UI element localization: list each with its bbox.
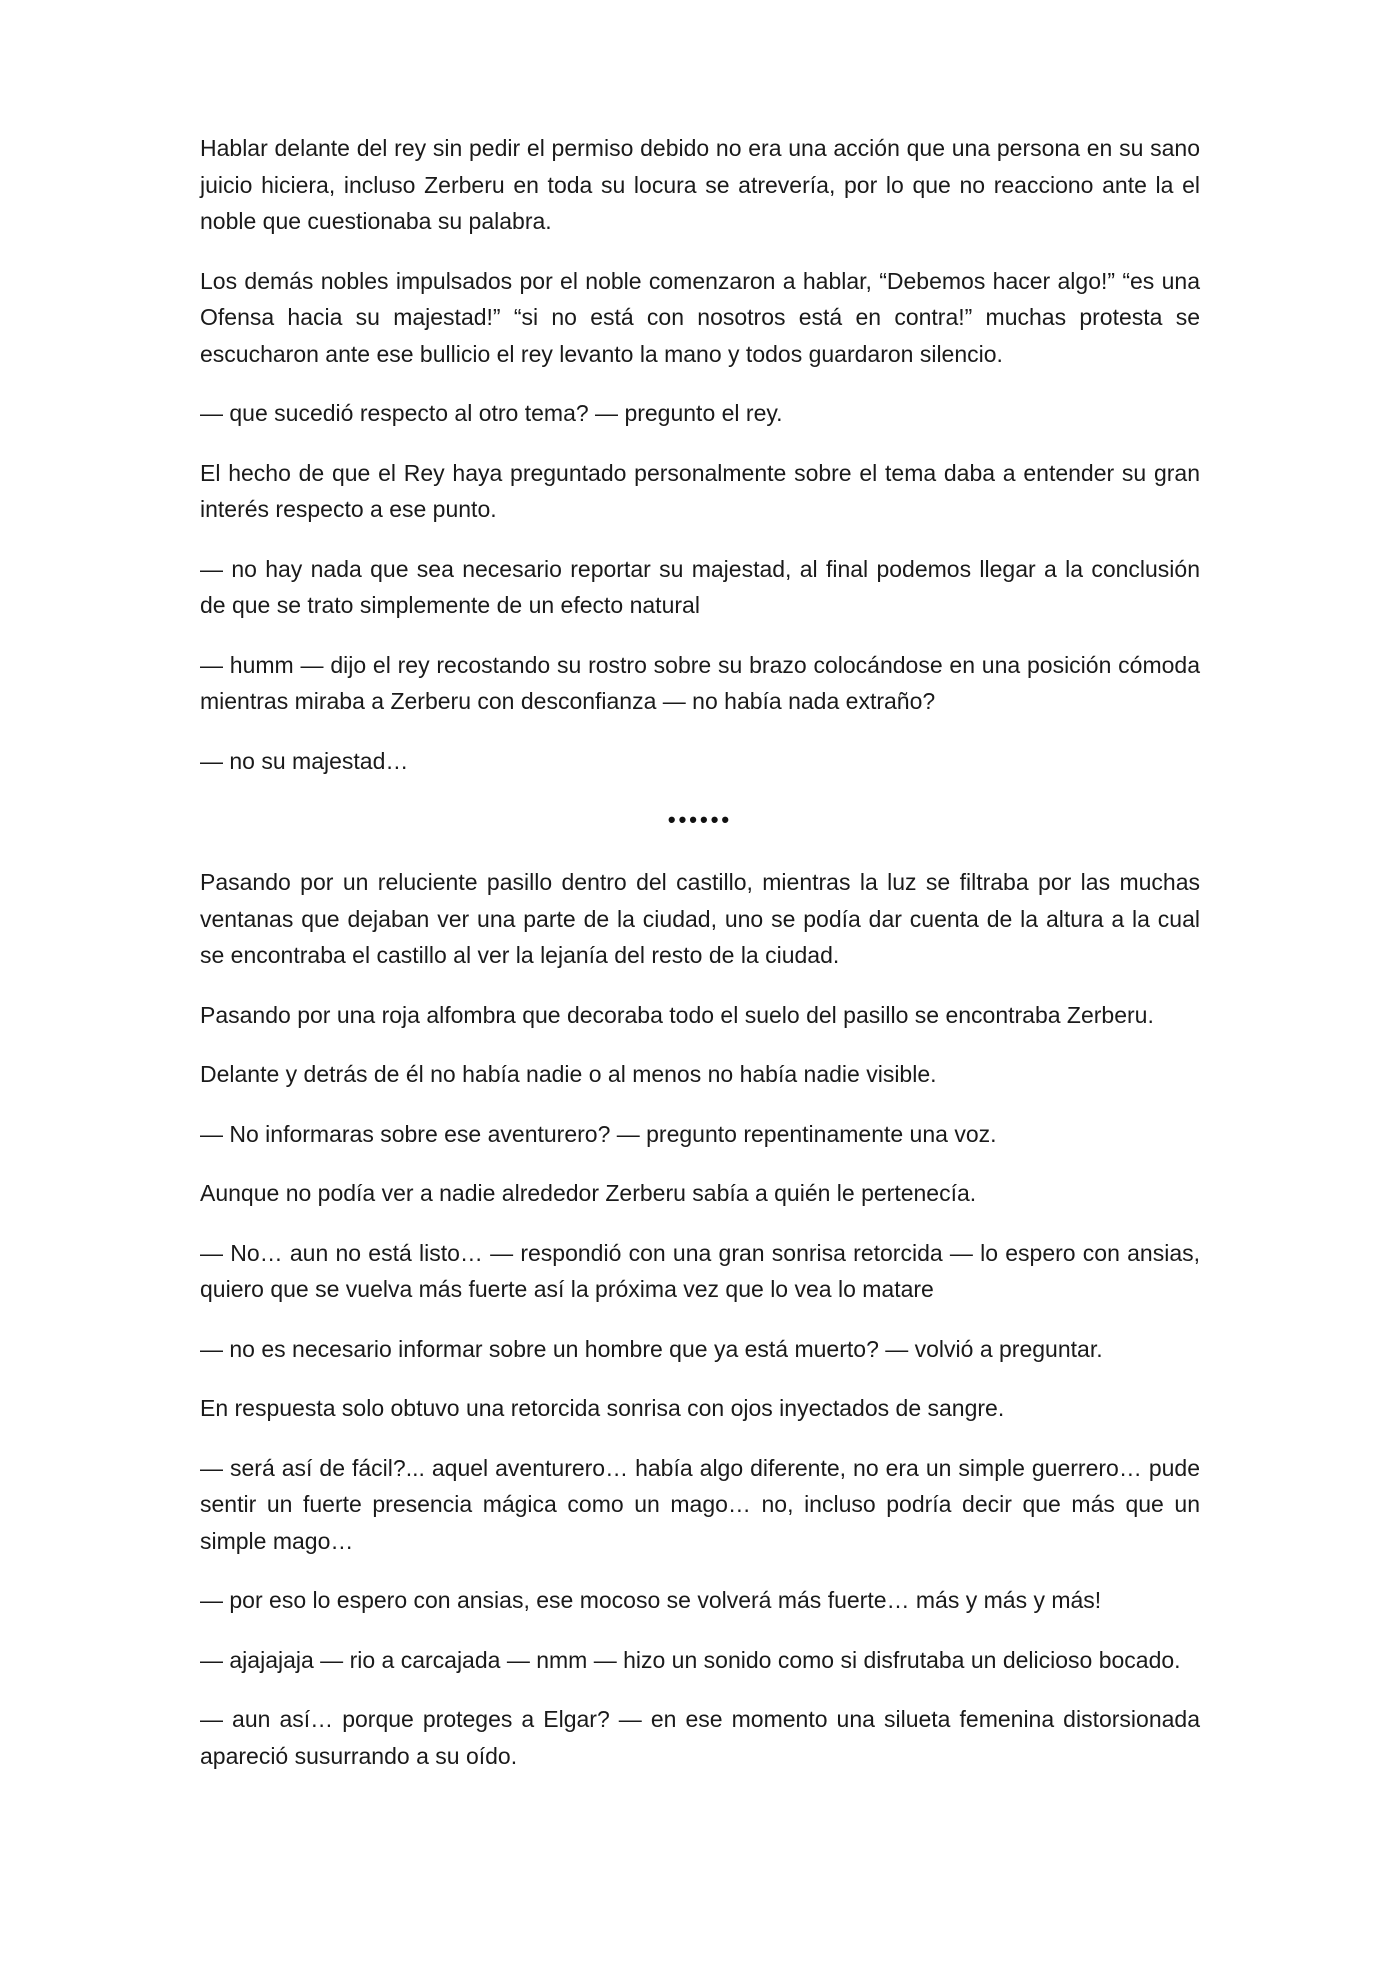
- paragraph: Los demás nobles impulsados por el noble comenzaron a hablar, “Debemos hacer algo!” “es una Ofensa hacia su majestad!” “si no está con nosotros está en contra!” muchas protesta se escucharon ante ese bullicio el rey levanto la mano y todos guardaron silencio.: [200, 267, 1200, 367]
- paragraph: El hecho de que el Rey haya preguntado personalmente sobre el tema daba a entender su gran interés respecto a ese punto.: [200, 459, 1200, 522]
- dialogue-line: — será así de fácil?... aquel aventurero… había algo diferente, no era un simple guerrero… pude sentir un fuerte presencia mágica como un mago… no, incluso podría decir que más que un simple mago…: [200, 1454, 1200, 1554]
- dialogue-line: — No… aun no está listo… — respondió con una gran sonrisa retorcida — lo espero con ansias, quiero que se vuelva más fuerte así la próxima vez que lo vea lo matare: [200, 1239, 1200, 1302]
- document-body: [200, 130, 1200, 1797]
- dialogue-line: — por eso lo espero con ansias, ese mocoso se volverá más fuerte… más y más y más!: [200, 1587, 1102, 1613]
- paragraph: Hablar delante del rey sin pedir el permiso debido no era una acción que una persona en su sano juicio hiciera, incluso Zerberu en toda su locura se atrevería, por lo que no reacciono ante la el noble que cuestionaba su palabra.: [200, 135, 1200, 234]
- dialogue-line: — aun así… porque proteges a Elgar? — en ese momento una silueta femenina distorsionada apareció susurrando a su oído.: [200, 1706, 1200, 1769]
- dialogue-line: — que sucedió respecto al otro tema? — pregunto el rey.: [200, 400, 783, 426]
- scene-separator: ••••••: [667, 807, 733, 832]
- dialogue-line: — humm — dijo el rey recostando su rostro sobre su brazo colocándose en una posición cómoda mientras miraba a Zerberu con desconfianza — no había nada extraño?: [200, 651, 1200, 714]
- paragraph: En respuesta solo obtuvo una retorcida sonrisa con ojos inyectados de sangre.: [200, 1395, 1005, 1421]
- paragraph: Delante y detrás de él no había nadie o al menos no había nadie visible.: [200, 1061, 937, 1087]
- dialogue-line: — no es necesario informar sobre un hombre que ya está muerto? — volvió a preguntar.: [200, 1335, 1103, 1362]
- dialogue-line: — no hay nada que sea necesario reportar su majestad, al final podemos llegar a la conclusión de que se trato simplemente de un efecto natural: [200, 555, 1200, 618]
- dialogue-line: — no su majestad…: [200, 747, 409, 774]
- paragraph: Aunque no podía ver a nadie alrededor Zerberu sabía a quién le pertenecía.: [200, 1180, 977, 1206]
- dialogue-line: — No informaras sobre ese aventurero? — pregunto repentinamente una voz.: [200, 1120, 997, 1147]
- paragraph: Pasando por una roja alfombra que decoraba todo el suelo del pasillo se encontraba Zerberu.: [200, 1001, 1154, 1028]
- paragraph: Pasando por un reluciente pasillo dentro del castillo, mientras la luz se filtraba por las muchas ventanas que dejaban ver una parte de la ciudad, uno se podía dar cuenta de la altura a la cual se encontraba el castillo al ver la lejanía del resto de la ciudad.: [200, 869, 1200, 968]
- dialogue-line: — ajajajaja — rio a carcajada — nmm — hizo un sonido como si disfrutaba un delicioso bocado.: [200, 1646, 1181, 1673]
